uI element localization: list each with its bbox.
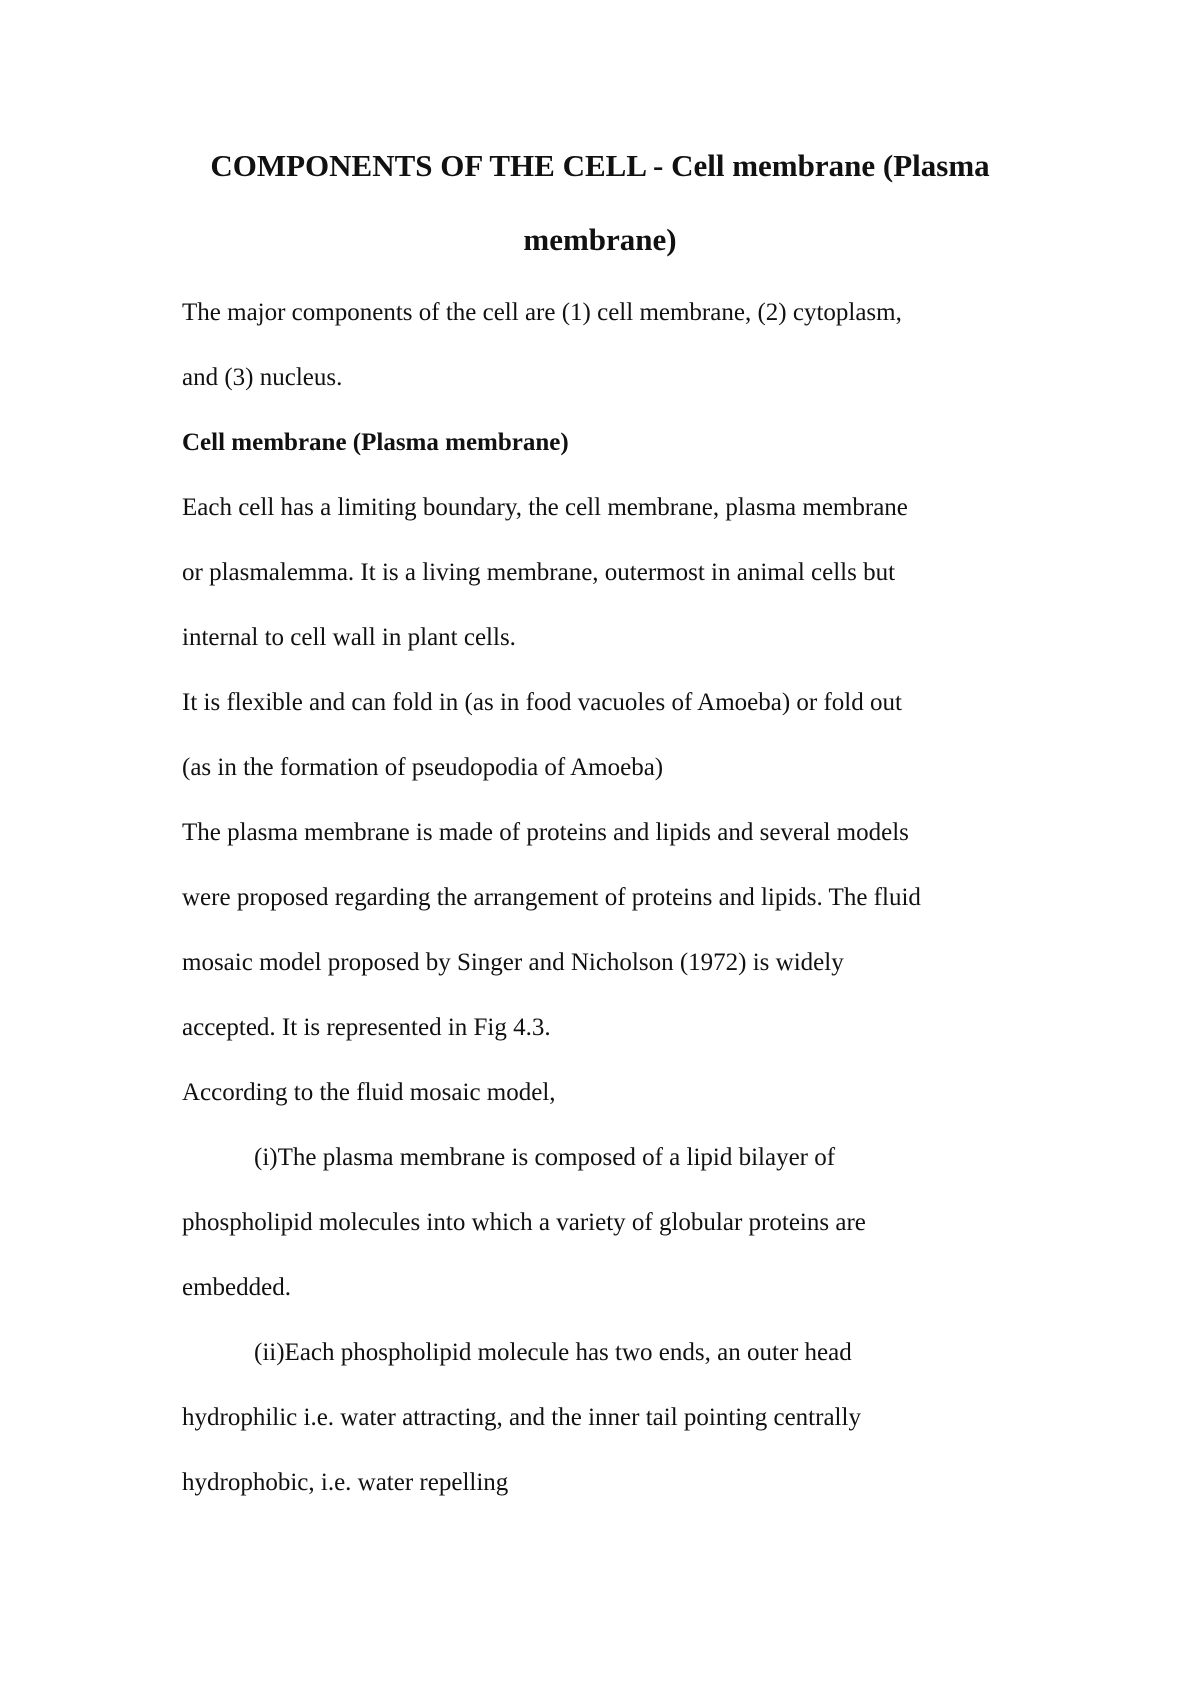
paragraph-1-line-2: or plasmalemma. It is a living membrane, outermost in animal cells but (182, 559, 896, 586)
paragraph-1-line-3: internal to cell wall in plant cells. (182, 624, 516, 651)
point-1-line-1: (i)The plasma membrane is composed of a lipid bilayer of (254, 1144, 836, 1171)
section-heading: Cell membrane (Plasma membrane) (182, 429, 569, 456)
document-title-line-1: COMPONENTS OF THE CELL - Cell membrane (Plasma (210, 148, 990, 183)
paragraph-3-line-4: accepted. It is represented in Fig 4.3. (182, 1014, 551, 1041)
paragraph-4-line-1: According to the fluid mosaic model, (182, 1079, 556, 1106)
paragraph-3-line-3: mosaic model proposed by Singer and Nicholson (1972) is widely (182, 949, 844, 976)
document-title-line-2: membrane) (523, 222, 677, 257)
intro-line-2: and (3) nucleus. (182, 364, 343, 391)
paragraph-2-line-1: It is flexible and can fold in (as in food vacuoles of Amoeba) or fold out (182, 689, 902, 716)
point-2-line-1: (ii)Each phospholipid molecule has two ends, an outer head (254, 1339, 852, 1366)
paragraph-1-line-1: Each cell has a limiting boundary, the cell membrane, plasma membrane (182, 494, 908, 521)
paragraph-3-line-2: were proposed regarding the arrangement of proteins and lipids. The fluid (182, 884, 921, 911)
paragraph-2-line-2: (as in the formation of pseudopodia of Amoeba) (182, 754, 664, 781)
point-2-line-2: hydrophilic i.e. water attracting, and the inner tail pointing centrally (182, 1404, 861, 1431)
point-2-line-3: hydrophobic, i.e. water repelling (182, 1469, 509, 1496)
point-1-line-3: embedded. (182, 1274, 291, 1301)
paragraph-3-line-1: The plasma membrane is made of proteins and lipids and several models (182, 819, 909, 846)
intro-line-1: The major components of the cell are (1) cell membrane, (2) cytoplasm, (182, 299, 902, 326)
point-1-line-2: phospholipid molecules into which a variety of globular proteins are (182, 1209, 866, 1236)
